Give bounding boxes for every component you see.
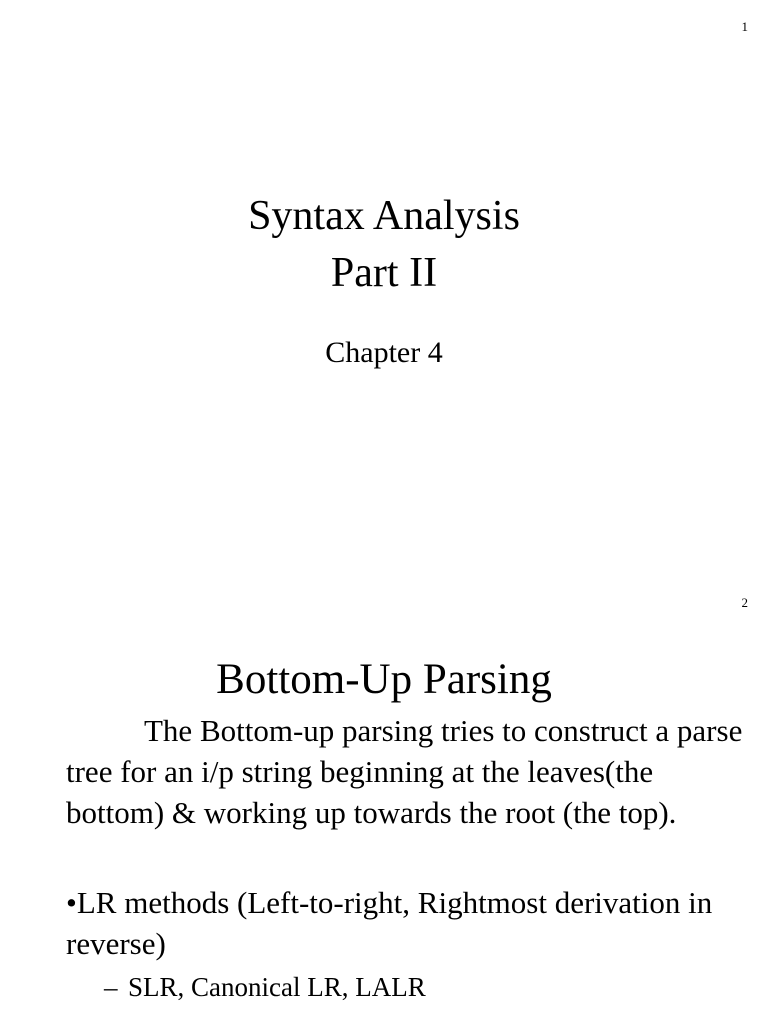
sub-bullet-text: SLR, Canonical LR, LALR [128, 972, 426, 1002]
slide-subtitle: Chapter 4 [325, 336, 443, 369]
page-number: 1 [741, 19, 748, 34]
page-number: 2 [741, 595, 748, 610]
slide-2 [0, 576, 768, 1024]
body-paragraph [66, 710, 746, 833]
paragraph-text: The Bottom-up parsing tries to construct a parse tree for an i/p string beginning at the leaves(the bottom) & working up towards the root (the top). [66, 713, 743, 830]
slide-heading: Bottom-Up Parsing [216, 656, 552, 703]
dash-marker: – [104, 972, 118, 1002]
bullet-item: •LR methods (Left-to-right, Rightmost derivation in reverse) [66, 885, 713, 961]
slide-title [0, 188, 768, 302]
sub-bullet-item [104, 970, 744, 1004]
title-line: Part II [330, 250, 438, 296]
title-line: Syntax Analysis [248, 193, 520, 239]
